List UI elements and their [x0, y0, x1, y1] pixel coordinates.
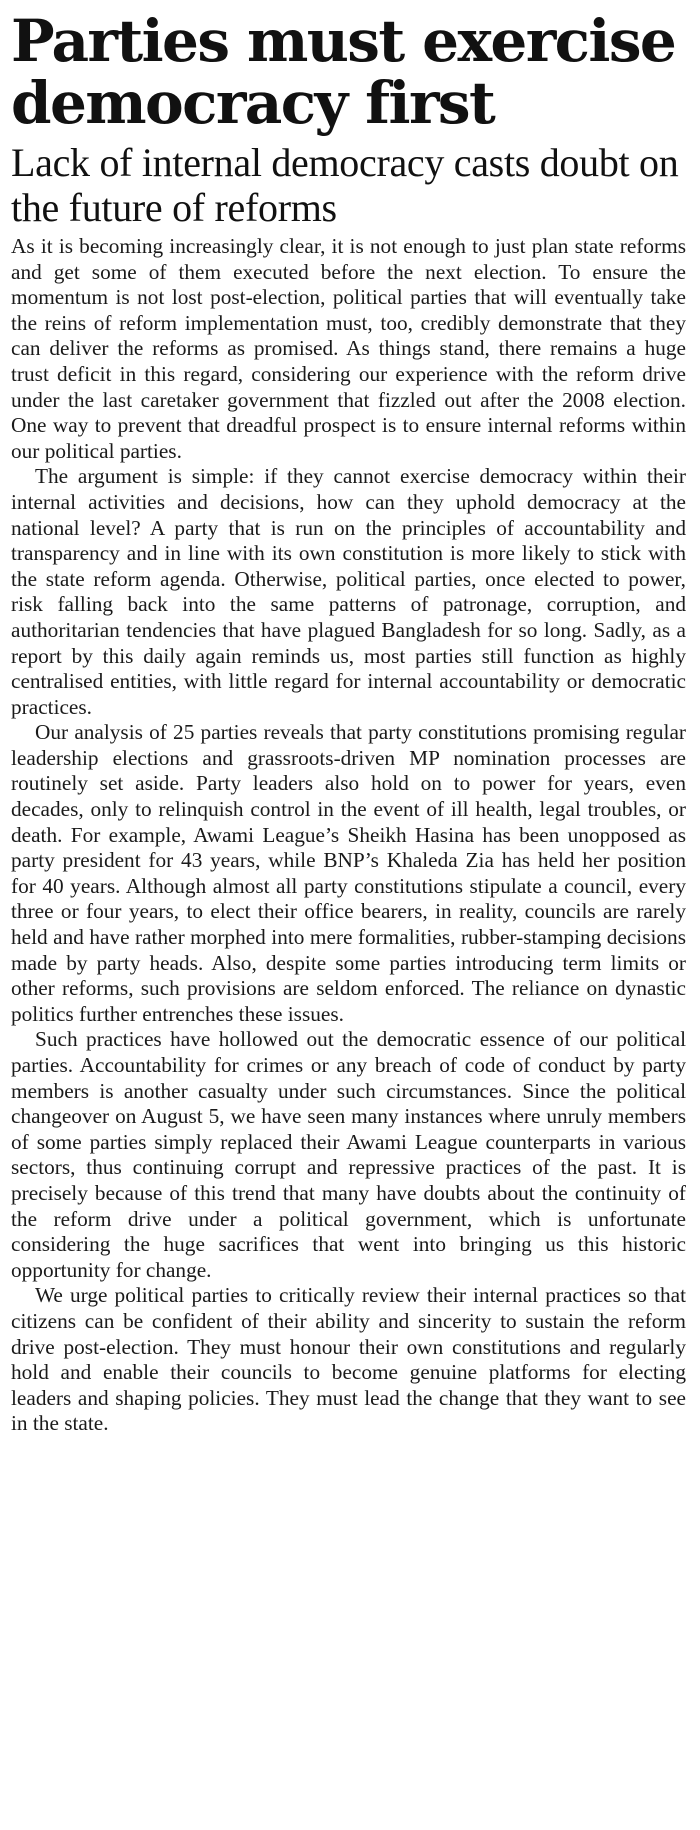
article-body: [11, 234, 686, 1437]
paragraph-3: Our analysis of 25 parties reveals that party constitutions promising regular leadership elections and grassroots-driven MP nomination processes are routinely set aside. Party leaders also hold on to power for years, even decades, only to relinquish control in the event of ill health, legal troubles, or death. For example, Awami League’s Sheikh Hasina has been unopposed as party president for 43 years, while BNP’s Khaleda Zia has held her position for 40 years. Although almost all party constitutions stipulate a council, every three or four years, to elect their office bearers, in reality, councils are rarely held and have rather morphed into mere formalities, rubber-stamping decisions made by party heads. Also, despite some parties introducing term limits or other reforms, such provisions are seldom enforced. The reliance on dynastic politics further entrenches these issues.: [11, 720, 686, 1026]
paragraph-1: As it is becoming increasingly clear, it is not enough to just plan state reforms and get some of them executed before the next election. To ensure the momentum is not lost post-election, political parties that will eventually take the reins of reform implementation must, too, credibly demonstrate that they can deliver the reforms as promised. As things stand, there remains a huge trust deficit in this regard, considering our experience with the reform drive under the last caretaker government that fizzled out after the 2008 election. One way to prevent that dreadful prospect is to ensure internal reforms within our political parties.: [11, 234, 686, 463]
headline: Parties must exercise democracy first: [11, 7, 676, 137]
paragraph-4: Such practices have hollowed out the democratic essence of our political parties. Accountability for crimes or any breach of code of conduct by party members is another casualty under such circumstances. Since the political changeover on August 5, we have seen many instances where unruly members of some parties simply replaced their Awami League counterparts in various sectors, thus continuing corrupt and repressive practices of the past. It is precisely because of this trend that many have doubts about the continuity of the reform drive under a political government, which is unfortunate considering the huge sacrifices that went into bringing us this historic opportunity for change.: [11, 1027, 686, 1282]
paragraph-5: We urge political parties to critically review their internal practices so that citizens can be confident of their ability and sincerity to sustain the reform drive post-election. They must honour their own constitutions and regularly hold and enable their councils to become genuine platforms for electing leaders and shaping policies. They must lead the change that they want to see in the state.: [11, 1283, 686, 1436]
paragraph-2: The argument is simple: if they cannot exercise democracy within their internal activities and decisions, how can they uphold democracy at the national level? A party that is run on the principles of accountability and transparency and in line with its own constitution is more likely to stick with the state reform agenda. Otherwise, political parties, once elected to power, risk falling back into the same patterns of patronage, corruption, and authoritarian tendencies that have plagued Bangladesh for so long. Sadly, as a report by this daily again reminds us, most parties still function as highly centralised entities, with little regard for internal accountability or democratic practices.: [11, 464, 686, 719]
subheadline: Lack of internal democracy casts doubt on the future of reforms: [11, 140, 679, 230]
